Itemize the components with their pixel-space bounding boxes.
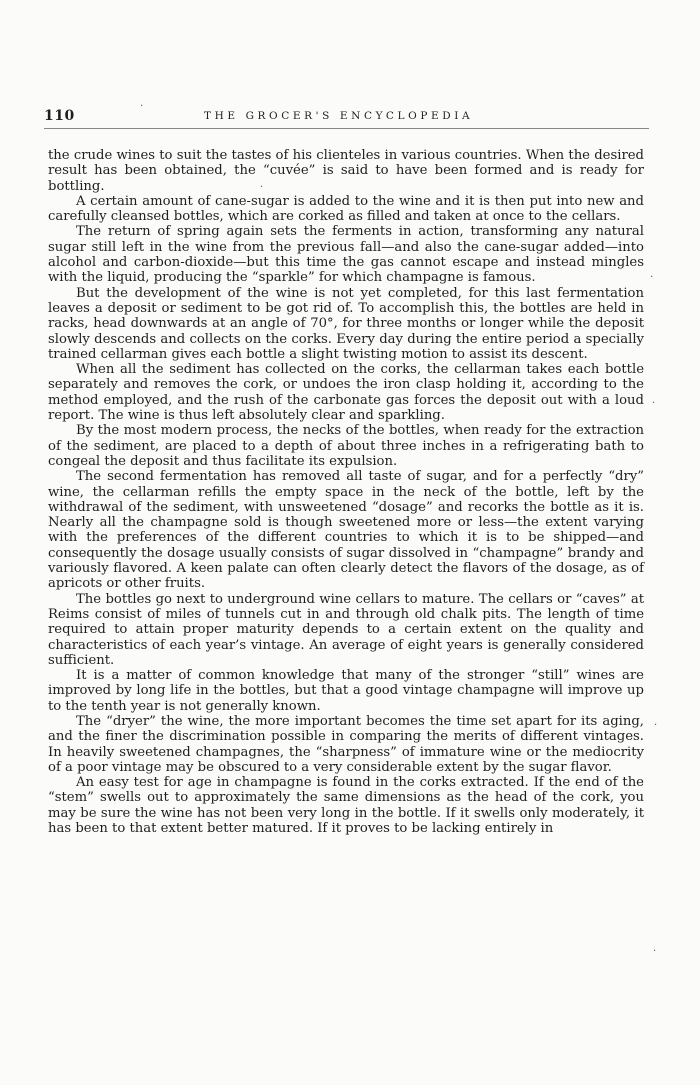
paragraph: The second fermentation has removed all taste of sugar, and for a perfectly “dry” wine, the cellarman refills the empty space in the neck of the bottle, left by the withdrawal of the sediment, with unsweetened “dosage” and recorks the bottle as it is. Nearly all the champagne sold is though sweetened more or less—the extent varying with the preferences of the different countries to which it is to be shipped—and consequently the dosage usually consists of sugar dissolved in “champagne” brandy and variously flavored. A keen palate can often clearly detect the flavors of the dosage, as of apricots or other fruits.: [48, 469, 644, 592]
print-speck: ·: [652, 398, 656, 409]
paragraph: the crude wines to suit the tastes of his clienteles in various countries. When the desired result has been obtained, the “cuvée” is said to have been formed and is ready for bottling.: [48, 148, 644, 194]
print-speck: ·: [653, 946, 657, 957]
paragraph: When all the sediment has collected on the corks, the cellarman takes each bottle separately and removes the cork, or undoes the iron clasp holding it, according to the method employed, and the rush of the carbonate gas forces the deposit out with a loud report. The wine is thus left absolutely clear and sparkling.: [48, 362, 644, 424]
paragraph: The return of spring again sets the ferments in action, transforming any natural sugar still left in the wine from the previous fall—and also the cane-sugar added—into alcohol and carbon-dioxide—but this time the gas cannot escape and instead mingles with the liquid, producing the “sparkle” for which champagne is famous.: [48, 224, 644, 286]
header-rule: [44, 128, 649, 129]
paragraph: It is a matter of common knowledge that many of the stronger “still” wines are improved by long life in the bottles, but that a good vintage champagne will improve up to the tenth year is not generally known.: [48, 668, 644, 714]
print-speck: ·: [650, 272, 654, 283]
page-header: [44, 108, 649, 132]
paragraph: The bottles go next to underground wine cellars to mature. The cellars or “caves” at Reims consist of miles of tunnels cut in and through old chalk pits. The length of time required to attain proper maturity depends to a certain extent on the quality and characteristics of each year’s vintage. An average of eight years is generally considered sufficient.: [48, 591, 644, 668]
print-speck: ·: [654, 720, 658, 731]
paragraph: But the development of the wine is not yet completed, for this last fermentation leaves a deposit or sediment to be got rid of. To accomplish this, the bottles are held in racks, head downwards at an angle of 70°, for three months or longer while the deposit slowly descends and collects on the corks. Every day during the entire period a specially trained cellarman gives each bottle a slight twisting motion to assist its descent.: [48, 285, 644, 362]
print-speck: ·: [260, 182, 264, 193]
print-speck: ·: [140, 101, 144, 112]
page-body: [48, 148, 644, 836]
running-head: THE GROCER'S ENCYCLOPEDIA: [204, 110, 474, 122]
paragraph: A certain amount of cane-sugar is added to the wine and it is then put into new and carefully cleansed bottles, which are corked as filled and taken at once to the cellars.: [48, 193, 644, 225]
page-number: 110: [44, 108, 75, 124]
paragraph: An easy test for age in champagne is found in the corks extracted. If the end of the “stem” swells out to approximately the same dimensions as the head of the cork, you may be sure the wine has not been very long in the bottle. If it swells only moderately, it has been to that extent better matured. If it proves to be lacking entirely in: [48, 775, 644, 837]
paragraph: The “dryer” the wine, the more important becomes the time set apart for its aging, and the finer the discrimination possible in comparing the merits of different vintages. In heavily sweetened champagnes, the “sharpness” of immature wine or the mediocrity of a poor vintage may be obscured to a very considerable extent by the sugar flavor.: [48, 713, 644, 775]
paragraph: By the most modern process, the necks of the bottles, when ready for the extraction of the sediment, are placed to a depth of about three inches in a refrigerating bath to congeal the deposit and thus facilitate its expulsion.: [48, 423, 644, 469]
